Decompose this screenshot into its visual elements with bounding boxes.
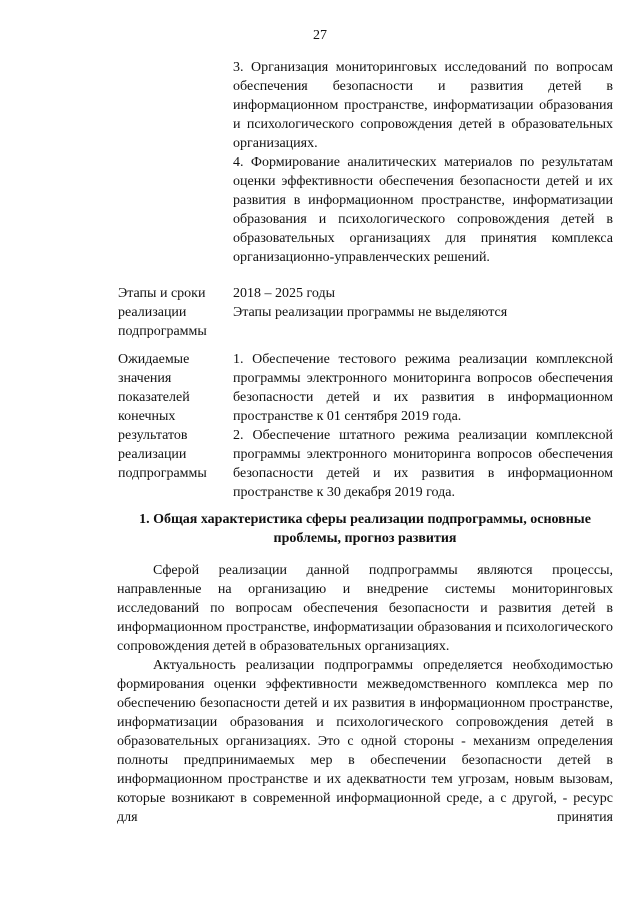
stages-value [233,284,613,322]
section-heading: 1. Общая характеристика сферы реализации подпрограммы, основные проблемы, прогноз развития [139,512,591,546]
section-body [117,561,613,827]
goal-item-4: 4. Формирование аналитических материалов по результатам оценки эффективности обеспечения безопасности детей и их развития в информационном пространстве, информатизации образования и психологического сопровождения детей в образовательных организациях для принятия комплекса организационно-управленческих решений. [233,155,613,265]
expected-item-1: 1. Обеспечение тестового режима реализации комплексной программы электронного мониторинга вопросов обеспечения безопасности детей и их развития в информационном пространстве к 01 сентября 2019 года. [233,352,613,424]
goal-item-3: 3. Организация мониторинговых исследований по вопросам обеспечения безопасности и развития детей в информационном пространстве, информатизации образования и психологического сопровождения детей в образовательных организациях. [233,60,613,151]
goals-continuation [233,58,613,267]
body-paragraph: Сферой реализации данной подпрограммы являются процессы, направленные на организацию и внедрение системы мониторинговых исследований по вопросам обеспечения безопасности и развития детей в информационном пространстве, информатизации образования и психологического сопровождения детей в образовательных организациях. [117,563,613,654]
expected-label: Ожидаемые значения показателей конечных результатов реализации подпрограммы [118,352,207,481]
expected-values [233,350,613,502]
page-number: 27 [313,28,327,43]
body-paragraph: Актуальность реализации подпрограммы определяется необходимостью формирования оценки эффективности межведомственного комплекса мер по обеспечению безопасности детей и их развития в информационном пространстве, информатизации образования и психологического сопровождения детей в образовательных организациях. Это с одной стороны - механизм определения полноты предпринимаемых мер в обеспечении безопасности детей в информационном пространстве и их адекватности тем угрозам, новым вызовам, которые возникают в современной информационной среде, а с другой, - ресурс для принятия [117,658,613,825]
stages-label: Этапы и сроки реализации подпрограммы [118,286,207,339]
expected-item-2: 2. Обеспечение штатного режима реализации комплексной программы электронного мониторинга вопросов обеспечения безопасности детей и их развития в информационном пространстве к 30 декабря 2019 года. [233,428,613,500]
stages-note: Этапы реализации программы не выделяются [233,305,508,320]
stages-years: 2018 – 2025 годы [233,286,336,301]
